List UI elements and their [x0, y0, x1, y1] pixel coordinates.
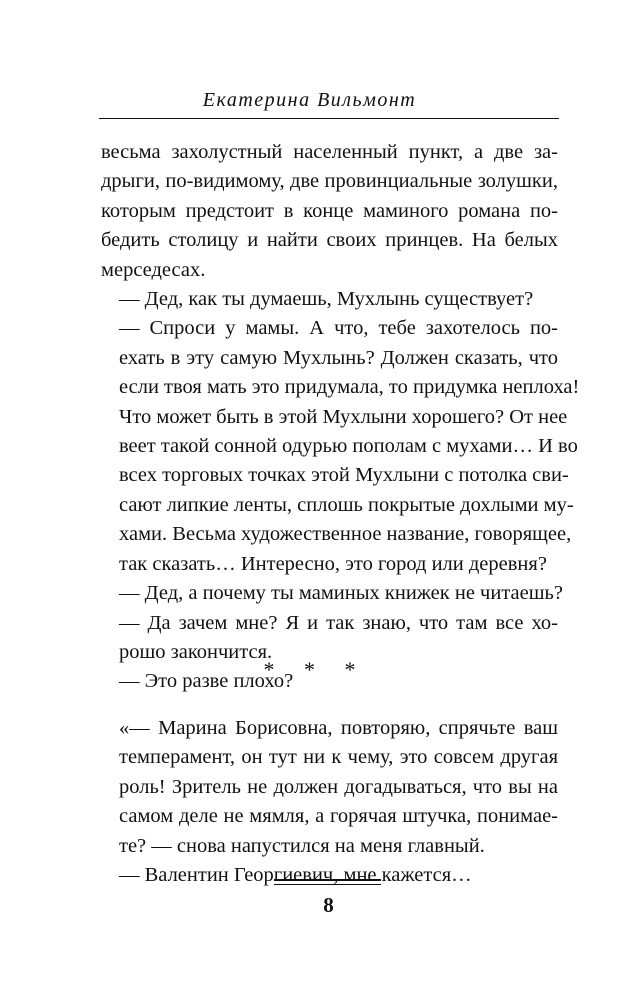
- text-line: «— Марина Борисовна, повторяю, спрячьте ваш: [119, 717, 558, 739]
- text-line: — Это разве плохо?: [119, 670, 294, 693]
- paragraph: [101, 861, 558, 890]
- text-line: роль! Зритель не должен догадываться, что вы на: [119, 775, 558, 798]
- text-line: всех торговых точках этой Мухлыни с потолка сви-: [119, 464, 569, 487]
- body-text-section-1: [101, 138, 580, 697]
- text-line: самом деле не мямля, а горячая штучка, понимае-: [119, 805, 558, 828]
- text-line: мерседесах.: [101, 258, 206, 281]
- text-line: весьма захолустный населенный пункт, а две за-: [101, 141, 558, 163]
- paragraph: [101, 285, 558, 314]
- text-line: веет такой сонной одурью пополам с мухами… И во: [119, 435, 578, 458]
- text-line: — Спроси у мамы. А что, тебе захотелось по-: [119, 317, 558, 340]
- text-line: — Дед, как ты думаешь, Мухлынь существует?: [119, 288, 534, 311]
- text-line: — Дед, а почему ты маминых книжек не читаешь?: [119, 582, 563, 605]
- text-line: те? — снова напустился на меня главный.: [119, 834, 485, 857]
- text-line: дрыги, по-видимому, две провинциальные золушки,: [101, 170, 558, 193]
- text-line: рошо закончится.: [119, 640, 273, 663]
- page-number: 8: [323, 893, 334, 917]
- text-line: хами. Весьма художественное название, говорящее,: [119, 523, 572, 546]
- running-head: Екатерина Вильмонт: [202, 89, 417, 111]
- header-rule: [99, 118, 559, 119]
- footer-rule: [274, 879, 381, 885]
- paragraph: [101, 579, 563, 608]
- paragraph: [101, 714, 558, 861]
- footer-rule-thin: [274, 884, 381, 885]
- text-line: так сказать… Интересно, это город или деревня?: [119, 552, 547, 575]
- body-text-section-2: [101, 714, 558, 890]
- footer-rule-thick: [274, 879, 381, 881]
- paragraph: [101, 138, 558, 285]
- scene-break: * * *: [263, 657, 368, 682]
- text-line: сают липкие ленты, сплошь покрытые дохлыми му-: [119, 493, 574, 516]
- text-line: — Валентин Георгиевич, мне кажется…: [119, 864, 472, 887]
- text-line: ехать в эту самую Мухлынь? Должен сказать, что: [119, 346, 558, 369]
- text-line: которым предстоит в конце маминого романа по-: [101, 199, 558, 222]
- text-line: — Да зачем мне? Я и так знаю, что там все хо-: [119, 611, 558, 634]
- text-line: бедить столицу и найти своих принцев. На белых: [101, 229, 558, 252]
- text-line: темперамент, он тут ни к чему, это совсем другая: [119, 746, 558, 769]
- text-line: если твоя мать это придумала, то придумка неплоха!: [119, 376, 580, 399]
- text-line: Что может быть в этой Мухлыни хорошего? От нее: [119, 405, 568, 428]
- paragraph: [101, 314, 580, 579]
